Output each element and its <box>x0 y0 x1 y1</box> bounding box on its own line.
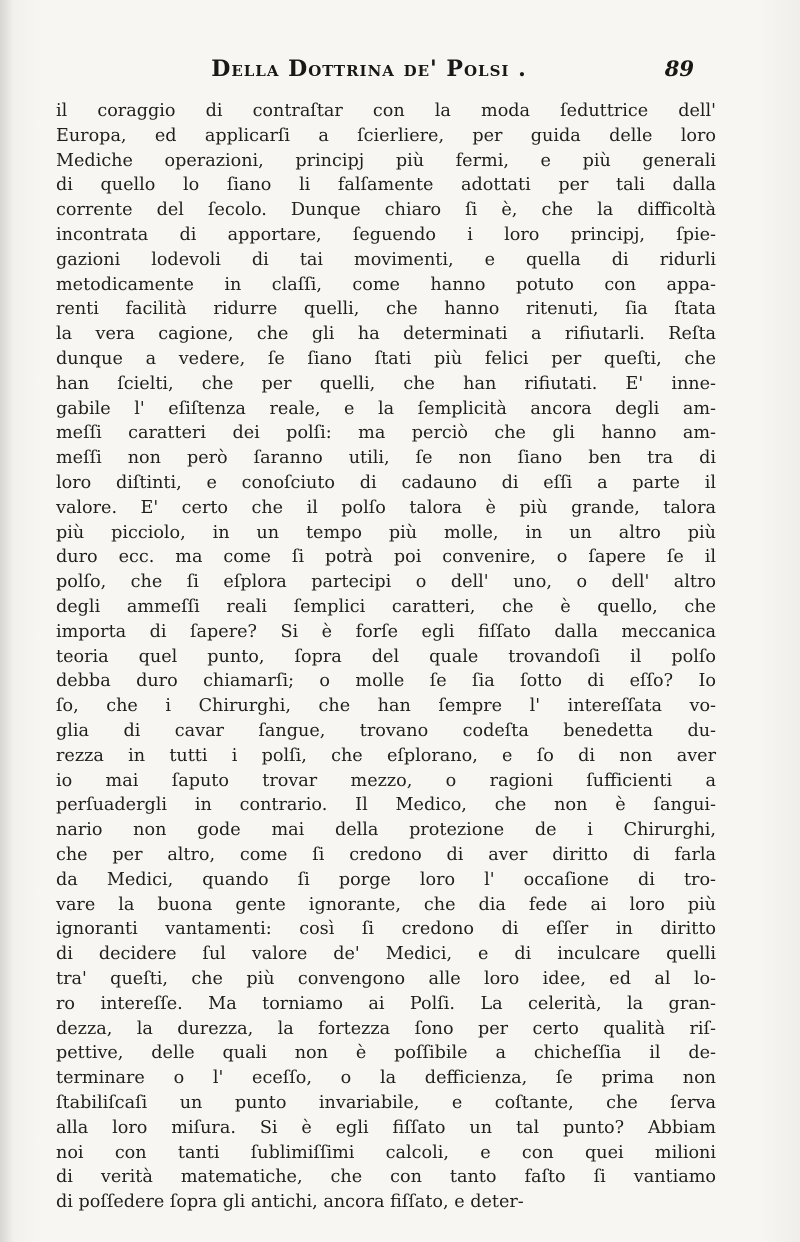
text-line: di verità matematiche, che con tanto faſto ſi vantiamo <box>56 1167 716 1188</box>
text-line: gazioni lodevoli di tai movimenti, e quella di ridurli <box>56 249 716 270</box>
page-gutter-shadow <box>0 0 14 1242</box>
text-line: io mai ſaputo trovar mezzo, o ragioni ſufficienti a <box>56 770 716 791</box>
text-line: la vera cagione, che gli ha determinati a rifiutarli. Reſta <box>56 324 716 345</box>
text-line: più picciolo, in un tempo più molle, in un altro più <box>56 522 716 543</box>
text-line: metodicamente in claſſi, come hanno potuto con appa- <box>56 274 716 295</box>
text-line: importa di ſapere? Si è forſe egli fiſſato dalla meccanica <box>56 621 716 642</box>
text-line: il coraggio di contraſtar con la moda ſeduttrice dell' <box>56 101 716 121</box>
text-line: glia di cavar ſangue, trovano codeſta benedetta du- <box>56 721 716 741</box>
text-line: dezza, la durezza, la fortezza ſono per certo qualità riſ- <box>56 1018 716 1039</box>
text-line: polſo, che ſi eſplora partecipi o dell' uno, o dell' altro <box>56 572 716 593</box>
text-line: di poſſedere ſopra gli antichi, ancora fiſſato, e deter- <box>56 1192 524 1213</box>
text-line: meſſi non però ſaranno utili, ſe non ſiano ben tra di <box>56 448 716 469</box>
running-head-title: Della Dottrina de' Polsi . <box>211 56 527 82</box>
text-line: terminare o l' eceſſo, o la defficienza, ſe prima non <box>56 1068 716 1089</box>
text-line: dunque a vedere, ſe ſiano ſtati più felici per queſti, che <box>56 349 716 369</box>
text-line: ſtabiliſcaſi un punto invariabile, e coſtante, che ſerva <box>56 1093 716 1113</box>
text-line: teoria quel punto, ſopra del quale trovandoſi il polſo <box>56 646 716 667</box>
text-line: ignoranti vantamenti: così ſi credono di eſſer in diritto <box>56 919 716 940</box>
text-line: valore. E' certo che il polſo talora è più grande, talora <box>56 497 716 518</box>
text-line: alla loro miſura. Si è egli fiſſato un tal punto? Abbiam <box>56 1117 716 1138</box>
text-line: di decidere ſul valore de' Medici, e di inculcare quelli <box>56 944 716 965</box>
text-line: loro diſtinti, e conoſciuto di cadauno di eſſi a parte il <box>56 473 716 493</box>
text-line: pettive, delle quali non è poſſibile a chicheſſia il de- <box>56 1043 716 1064</box>
text-line: vare la buona gente ignorante, che dia fede ai loro più <box>56 894 716 915</box>
text-line: duro ecc. ma come ſi potrà poi convenire, o ſapere ſe il <box>56 547 716 568</box>
text-line: Europa, ed applicarſi a ſcierliere, per guida delle loro <box>56 125 716 146</box>
text-line: che per altro, come ſi credono di aver diritto di farla <box>56 845 716 865</box>
text-line: degli ammeſſi reali ſemplici caratteri, che è quello, che <box>56 597 716 617</box>
text-line: corrente del ſecolo. Dunque chiaro ſi è, che la difficoltà <box>56 200 716 221</box>
text-line: meſſi caratteri dei polſi: ma perciò che gli hanno am- <box>56 423 716 444</box>
text-line: debba duro chiamarſi; o molle ſe ſia ſotto di eſſo? Io <box>56 671 716 692</box>
text-line: noi con tanti ſublimiſſimi calcoli, e con quei milioni <box>56 1142 716 1163</box>
text-line: di quello lo ſiano li falſamente adottati per tali dalla <box>56 175 716 196</box>
text-line: gabile l' eſiſtenza reale, e la ſemplicità ancora degli am- <box>56 398 716 419</box>
text-line: perſuadergli in contrario. Il Medico, che non è ſangui- <box>56 795 716 816</box>
text-line: nario non gode mai della protezione de i Chirurghi, <box>56 820 716 841</box>
text-line: rezza in tutti i polſi, che eſplorano, e ſo di non aver <box>56 745 716 766</box>
body-text <box>56 98 716 1216</box>
text-line: tra' queſti, che più convengono alle loro idee, ed al lo- <box>56 969 716 989</box>
text-line: da Medici, quando ſi porge loro l' occaſione di tro- <box>56 869 716 890</box>
text-line: ro intereſſe. Ma torniamo ai Polſi. La celerità, la gran- <box>56 993 716 1014</box>
page-number: 89 <box>664 56 694 81</box>
text-line: han ſcielti, che per quelli, che han rifiutati. E' inne- <box>56 373 716 394</box>
text-line: ſo, che i Chirurghi, che han ſempre l' intereſſata vo- <box>56 696 716 717</box>
text-line: incontrata di apportare, ſeguendo i loro principj, ſpie- <box>56 225 716 245</box>
running-head <box>94 56 694 90</box>
text-line: Mediche operazioni, principj più fermi, e più generali <box>56 150 716 171</box>
text-line: renti facilità ridurre quelli, che hanno ritenuti, ſia ſtata <box>56 299 716 320</box>
